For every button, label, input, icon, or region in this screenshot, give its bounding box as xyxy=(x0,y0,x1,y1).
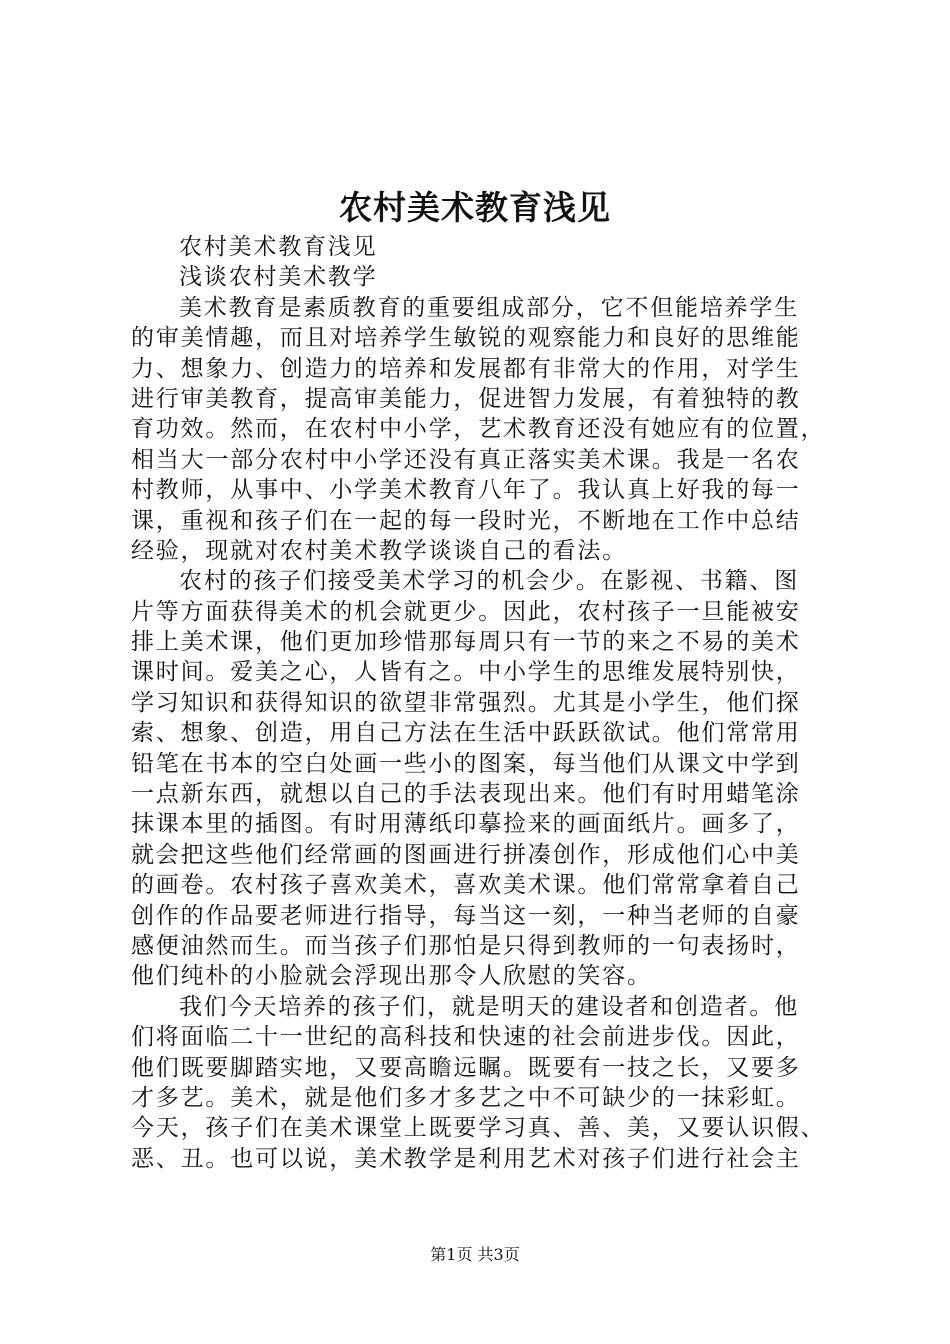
text-line: 就会把这些他们经常画的图画进行拼凑创作，形成他们心中美 xyxy=(131,841,801,868)
text-line: 才多艺。美术，就是他们多才多艺之中不可缺少的一抹彩虹。 xyxy=(131,1084,801,1111)
text-line: 索、想象、创造，用自己方法在生活中跃跃欲试。他们常常用 xyxy=(131,720,801,747)
document-body xyxy=(131,232,831,1174)
text-line: 农村的孩子们接受美术学习的机会少。在影视、书籍、图 xyxy=(179,568,799,595)
text-line: 农村美术教育浅见 xyxy=(179,234,378,260)
text-line: 进行审美教育，提高审美能力，促进智力发展，有着独特的教 xyxy=(131,385,801,412)
text-line: 相当大一部分农村中小学还没有真正落实美术课。我是一名农 xyxy=(131,446,801,473)
text-line: 恶、丑。也可以说，美术教学是利用艺术对孩子们进行社会主 xyxy=(131,1145,801,1172)
page-footer: 第1页 共3页 xyxy=(430,1245,520,1264)
text-line: 经验，现就对农村美术教学谈谈自己的看法。 xyxy=(131,537,627,564)
text-line: 的画卷。农村孩子喜欢美术，喜欢美术课。他们常常拿着自己 xyxy=(131,872,801,899)
text-line: 今天，孩子们在美术课堂上既要学习真、善、美，又要认识假、 xyxy=(131,1115,826,1142)
text-line: 们将面临二十一世纪的高科技和快速的社会前进步伐。因此， xyxy=(131,1024,801,1051)
text-line: 感便油然而生。而当孩子们那怕是只得到教师的一句表扬时， xyxy=(131,932,801,959)
text-line: 他们纯朴的小脸就会浮现出那令人欣慰的笑容。 xyxy=(131,963,652,990)
text-line: 我们今天培养的孩子们，就是明天的建设者和创造者。他 xyxy=(179,993,799,1020)
text-line: 力、想象力、创造力的培养和发展都有非常大的作用，对学生 xyxy=(131,355,801,382)
text-line: 的审美情趣，而且对培养学生敏锐的观察能力和良好的思维能 xyxy=(131,325,801,352)
text-line: 铅笔在书本的空白处画一些小的图案，每当他们从课文中学到 xyxy=(131,750,801,777)
text-line: 排上美术课，他们更加珍惜那每周只有一节的来之不易的美术 xyxy=(131,629,801,656)
document-title: 农村美术教育浅见 xyxy=(339,188,611,227)
text-line: 学习知识和获得知识的欲望非常强烈。尤其是小学生，他们探 xyxy=(131,689,801,716)
text-line: 片等方面获得美术的机会就更少。因此，农村孩子一旦能被安 xyxy=(131,598,801,625)
text-line: 课时间。爱美之心，人皆有之。中小学生的思维发展特别快， xyxy=(131,659,801,686)
text-line: 村教师，从事中、小学美术教育八年了。我认真上好我的每一 xyxy=(131,477,801,504)
text-line: 课，重视和孩子们在一起的每一段时光，不断地在工作中总结 xyxy=(131,507,801,534)
text-line: 他们既要脚踏实地，又要高瞻远瞩。既要有一技之长，又要多 xyxy=(131,1054,801,1081)
text-line: 一点新东西，就想以自己的手法表现出来。他们有时用蜡笔涂 xyxy=(131,781,801,808)
text-line: 浅谈农村美术教学 xyxy=(179,264,378,291)
text-line: 抹课本里的插图。有时用薄纸印摹捡来的画面纸片。画多了， xyxy=(131,811,801,838)
text-line: 美术教育是素质教育的重要组成部分，它不但能培养学生 xyxy=(179,294,799,321)
text-line: 创作的作品要老师进行指导，每当这一刻，一种当老师的自豪 xyxy=(131,902,801,929)
text-line: 育功效。然而，在农村中小学，艺术教育还没有她应有的位置， xyxy=(131,416,826,443)
